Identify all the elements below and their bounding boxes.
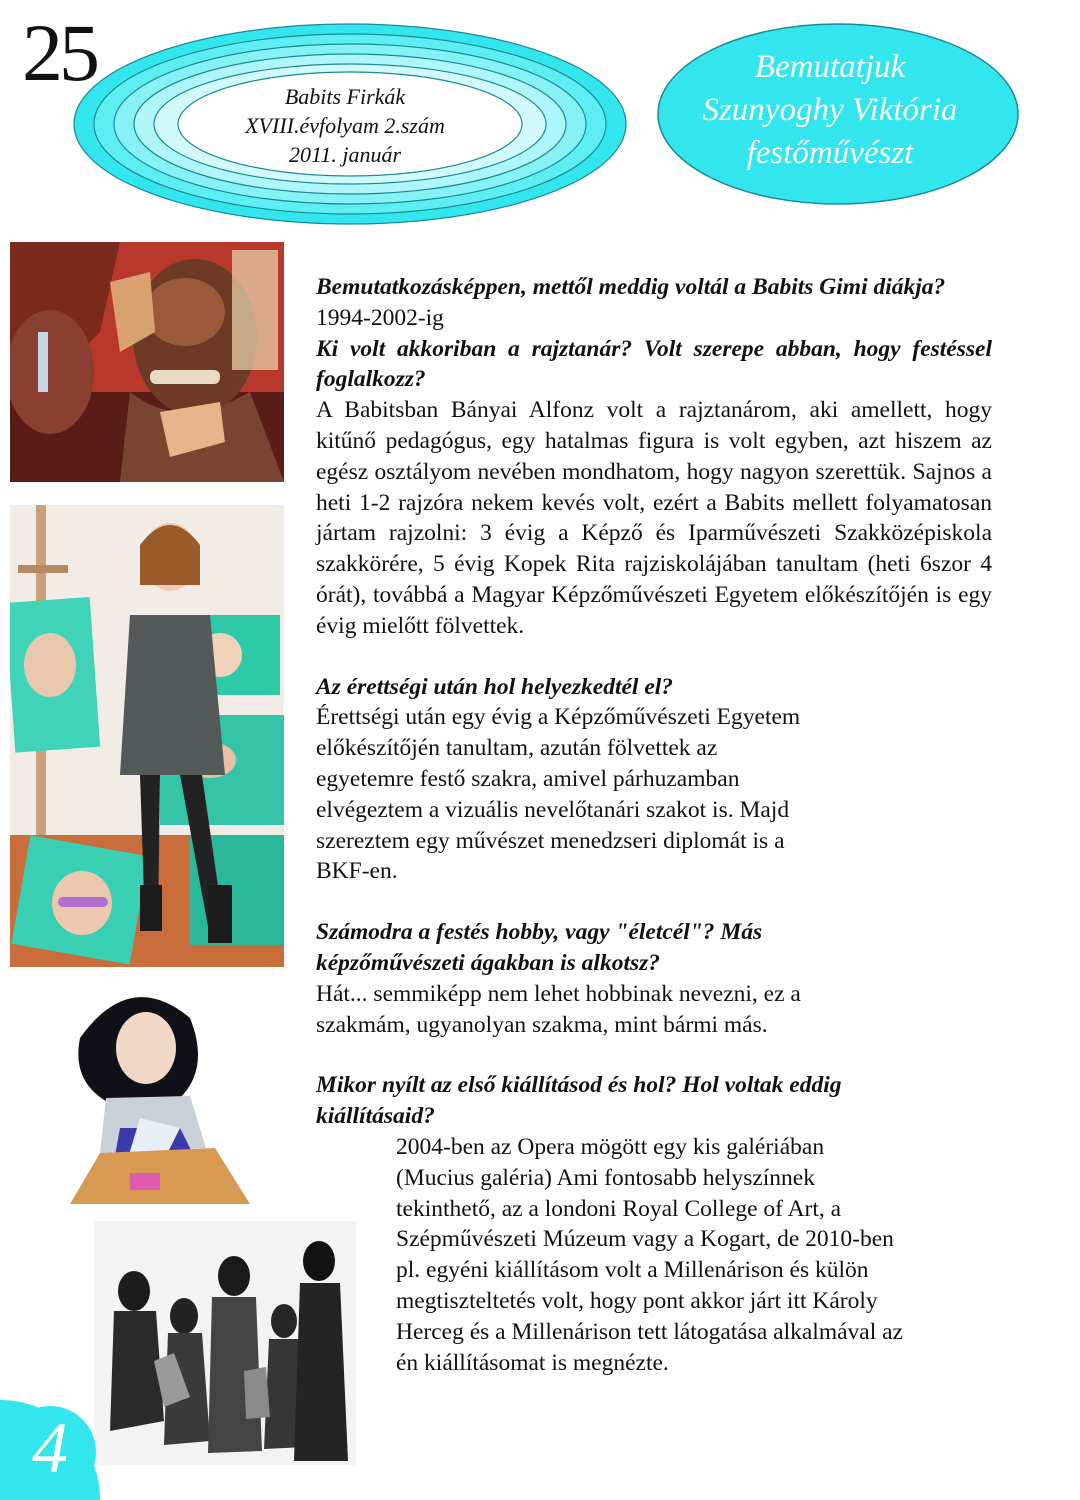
- spacer: [316, 1040, 992, 1070]
- banner-line-2: Szunyoghy Viktória: [702, 92, 958, 128]
- question-3: Az érettségi után hol helyezkedtél el?: [316, 673, 674, 700]
- footer-page-number: 4: [32, 1408, 68, 1488]
- photo-artist-with-paintings: [10, 505, 284, 967]
- question-5: Mikor nyílt az első kiállításod és hol? Hol voltak eddig kiállításaid?: [316, 1072, 842, 1130]
- answer-3: Érettségi után egy évig a Képzőművészeti Egyetem előkészítőjén tanultam, azután fölvettek az egyetemre festő szakra, amivel párhuzamban elvégeztem a vizuális nevelőtanári szakot is. Majd szereztem egy művészet menedzseri diplomát is a BKF-en.: [316, 704, 801, 885]
- answer-5: 2004-ben az Opera mögött egy kis galériában (Mucius galéria) Ami fontosabb helyszínnek tekinthető, az a londoni Royal College of Art, a Szépművészeti Múzeum vagy a Kogart, de 2010-ben pl. egyéni kiállításom volt a Millenárison és külön megtiszteltetés volt, hogy pont akkor járt itt Károly Herceg és a Millenárison tett látogatása alkalmával az én kiállításomat is megnézte.: [396, 1133, 903, 1376]
- painting-dark-haired-woman: [10, 978, 284, 1204]
- question-1: Bemutatkozásképpen, mettől meddig voltál a Babits Gimi diákja?: [316, 274, 946, 300]
- answer-1: 1994-2002-ig: [316, 304, 444, 331]
- article-body: [316, 272, 992, 1378]
- banner-line-3: festőművészt: [746, 135, 914, 171]
- banner-line-1: Bemutatjuk: [754, 49, 906, 85]
- question-2: Ki volt akkoriban a rajztanár? Volt szerepe abban, hogy festéssel foglalkozz?: [316, 335, 992, 393]
- answer-2: A Babitsban Bányai Alfonz volt a rajztanárom, aki amellett, hogy kitűnő pedagógus, egy hatalmas figura is volt egyben, azt hiszem az egész osztályom nevében mondhatom, hogy nagyon szerettük. Sajnos a heti 1-2 rajzóra nekem kevés volt, ezért a Babits mellett folyamatosan jártam rajzolni: 3 évig a Képző és Iparművészeti Szakközépiskola szakkörére, 5 évig Kopek Rita rajziskolájában tanultam (heti 6szor 4 órát), továbbá a Magyar Képzőművészeti Egyetem előkészítőjén is egy évig mielőtt fölvettek.: [316, 397, 992, 639]
- answer-4: Hát... semmiképp nem lehet hobbinak nevezni, ez a szakmám, ugyanolyan szakma, mint bármi más.: [316, 980, 801, 1038]
- masthead-date: 2011. január: [288, 142, 402, 167]
- painting-child-portrait: [10, 242, 284, 482]
- masthead-title: Babits Firkák: [284, 84, 406, 109]
- page-number: 25: [22, 7, 96, 98]
- banner-text: [660, 46, 1000, 175]
- masthead-issue: XVIII.évfolyam 2.szám: [245, 113, 445, 138]
- question-4: Számodra a festés hobby, vagy "életcél"? Más képzőművészeti ágakban is alkotsz?: [316, 919, 763, 976]
- spacer: [316, 887, 992, 917]
- masthead-text: [200, 82, 490, 169]
- spacer: [316, 642, 992, 672]
